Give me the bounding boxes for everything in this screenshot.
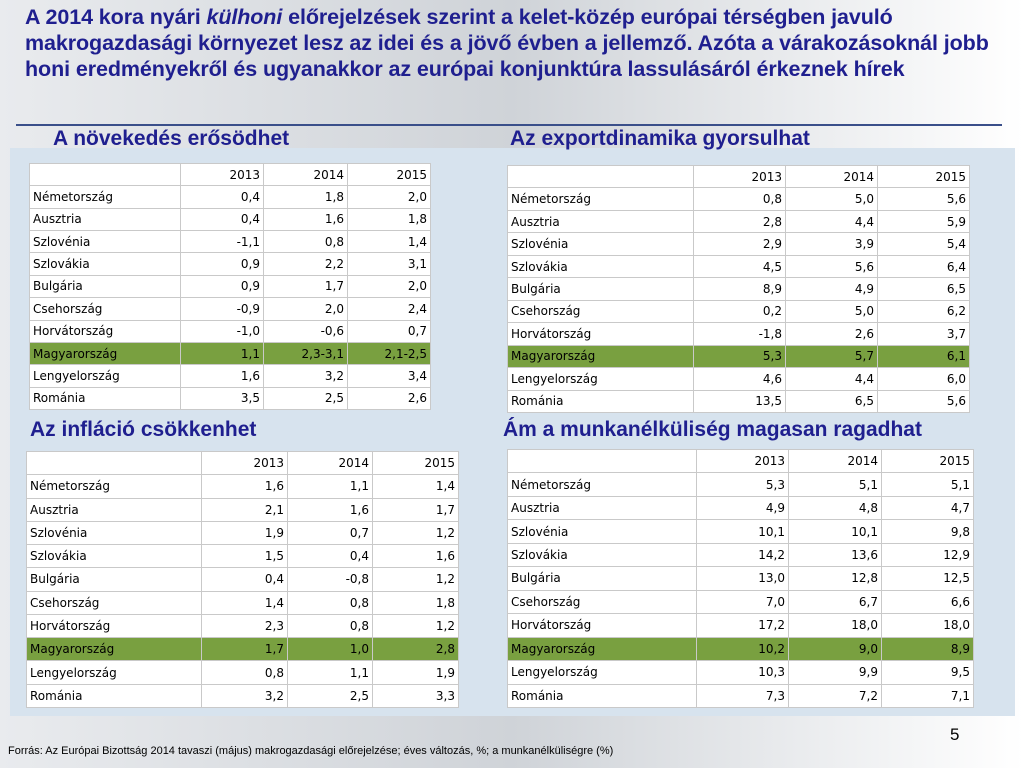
- year-header-cell: 2013: [202, 452, 288, 475]
- value-cell: 8,9: [694, 278, 786, 300]
- country-cell: Csehország: [27, 591, 202, 614]
- country-cell: Horvátország: [508, 614, 697, 637]
- value-cell: 7,3: [697, 684, 789, 707]
- value-cell: 3,9: [786, 233, 878, 255]
- value-cell: 5,7: [786, 345, 878, 367]
- country-cell: Szlovénia: [27, 521, 202, 544]
- export-table: [507, 165, 970, 413]
- table-row: [508, 233, 970, 255]
- value-cell: 1,6: [373, 545, 459, 568]
- value-cell: 2,4: [348, 298, 431, 320]
- value-cell: 1,8: [264, 186, 348, 208]
- headline-text: A 2014 kora nyári: [25, 5, 207, 29]
- country-cell: Németország: [508, 188, 694, 210]
- table-row: [508, 188, 970, 210]
- value-cell: 2,1: [202, 498, 288, 521]
- country-cell: Szlovákia: [30, 253, 181, 275]
- table-header-row: [508, 450, 974, 473]
- year-header-cell: 2013: [697, 450, 789, 473]
- value-cell: 10,1: [789, 520, 882, 543]
- value-cell: 1,7: [202, 638, 288, 661]
- table-row: [27, 568, 459, 591]
- highlighted-table-row: [30, 342, 431, 364]
- country-cell: Horvátország: [30, 320, 181, 342]
- value-cell: 0,8: [288, 614, 373, 637]
- unemployment-table: [507, 449, 974, 708]
- value-cell: 2,1-2,5: [348, 342, 431, 364]
- value-cell: 3,4: [348, 365, 431, 387]
- header-corner-cell: [27, 452, 202, 475]
- value-cell: 5,6: [786, 255, 878, 277]
- country-cell: Bulgária: [508, 278, 694, 300]
- value-cell: 5,6: [878, 390, 970, 412]
- country-cell: Lengyelország: [508, 368, 694, 390]
- country-cell: Szlovénia: [30, 231, 181, 253]
- table-row: [27, 498, 459, 521]
- value-cell: 13,0: [697, 567, 789, 590]
- value-cell: 9,0: [789, 637, 882, 660]
- value-cell: 0,9: [181, 275, 264, 297]
- value-cell: 14,2: [697, 543, 789, 566]
- growth-table: [29, 163, 431, 410]
- value-cell: 1,4: [348, 231, 431, 253]
- value-cell: 4,7: [882, 496, 974, 519]
- value-cell: 2,9: [694, 233, 786, 255]
- value-cell: 1,1: [288, 661, 373, 684]
- value-cell: 5,3: [697, 473, 789, 496]
- value-cell: 2,6: [786, 323, 878, 345]
- table-row: [27, 591, 459, 614]
- headline-italic: külhoni: [206, 5, 283, 29]
- value-cell: 0,4: [181, 208, 264, 230]
- value-cell: -0,9: [181, 298, 264, 320]
- country-cell: Ausztria: [30, 208, 181, 230]
- value-cell: 4,9: [697, 496, 789, 519]
- value-cell: 12,8: [789, 567, 882, 590]
- country-cell: Románia: [30, 387, 181, 409]
- country-cell: Magyarország: [508, 637, 697, 660]
- table-row: [508, 390, 970, 412]
- value-cell: 0,8: [202, 661, 288, 684]
- value-cell: 9,9: [789, 661, 882, 684]
- value-cell: 0,8: [264, 231, 348, 253]
- country-cell: Szlovákia: [27, 545, 202, 568]
- value-cell: 4,5: [694, 255, 786, 277]
- value-cell: 1,0: [288, 638, 373, 661]
- slide-number: 5: [950, 725, 960, 744]
- value-cell: 7,0: [697, 590, 789, 613]
- value-cell: 1,2: [373, 521, 459, 544]
- value-cell: 0,4: [288, 545, 373, 568]
- value-cell: 5,1: [882, 473, 974, 496]
- table-row: [30, 231, 431, 253]
- value-cell: 18,0: [882, 614, 974, 637]
- value-cell: 3,1: [348, 253, 431, 275]
- highlighted-table-row: [27, 638, 459, 661]
- year-header-cell: 2015: [373, 452, 459, 475]
- country-cell: Bulgária: [27, 568, 202, 591]
- value-cell: 7,1: [882, 684, 974, 707]
- year-header-cell: 2015: [878, 166, 970, 188]
- country-cell: Bulgária: [30, 275, 181, 297]
- value-cell: 1,6: [288, 498, 373, 521]
- value-cell: 10,2: [697, 637, 789, 660]
- value-cell: 1,6: [202, 475, 288, 498]
- headline-divider: [16, 124, 1002, 126]
- value-cell: 1,5: [202, 545, 288, 568]
- table-row: [508, 255, 970, 277]
- value-cell: 18,0: [789, 614, 882, 637]
- headline-text-rest: előrejelzések szerint a kelet-közép európai térségben javuló makrogazdasági környezet lesz az idei és a jövő évben a jellemző. Azóta a várakozásoknál jobb honi eredményekről és ugyanakkor az európai konjunktúra lassulásáról érkeznek hírek: [25, 5, 989, 81]
- value-cell: 1,2: [373, 614, 459, 637]
- table-header-row: [508, 166, 970, 188]
- table-row: [508, 473, 974, 496]
- table-row: [508, 323, 970, 345]
- table-row: [30, 253, 431, 275]
- value-cell: -0,6: [264, 320, 348, 342]
- year-header-cell: 2015: [348, 164, 431, 186]
- value-cell: 1,6: [181, 365, 264, 387]
- table-row: [30, 320, 431, 342]
- value-cell: 1,2: [373, 568, 459, 591]
- value-cell: 13,5: [694, 390, 786, 412]
- country-cell: Ausztria: [508, 210, 694, 232]
- value-cell: 2,3: [202, 614, 288, 637]
- value-cell: 6,1: [878, 345, 970, 367]
- country-cell: Németország: [27, 475, 202, 498]
- table-row: [508, 278, 970, 300]
- inflation-table: [26, 451, 459, 708]
- value-cell: 0,7: [348, 320, 431, 342]
- value-cell: -0,8: [288, 568, 373, 591]
- value-cell: 0,2: [694, 300, 786, 322]
- value-cell: 1,9: [373, 661, 459, 684]
- header-corner-cell: [508, 166, 694, 188]
- value-cell: 3,5: [181, 387, 264, 409]
- value-cell: 1,1: [288, 475, 373, 498]
- year-header-cell: 2014: [264, 164, 348, 186]
- value-cell: 6,5: [878, 278, 970, 300]
- country-cell: Szlovénia: [508, 233, 694, 255]
- table-row: [508, 543, 974, 566]
- table-row: [27, 545, 459, 568]
- value-cell: 12,5: [882, 567, 974, 590]
- country-cell: Horvátország: [27, 614, 202, 637]
- value-cell: 0,4: [202, 568, 288, 591]
- slide-headline: [25, 4, 1015, 82]
- value-cell: 0,4: [181, 186, 264, 208]
- value-cell: -1,1: [181, 231, 264, 253]
- country-cell: Horvátország: [508, 323, 694, 345]
- table-row: [30, 387, 431, 409]
- table-row: [508, 496, 974, 519]
- value-cell: 5,6: [878, 188, 970, 210]
- value-cell: 6,6: [882, 590, 974, 613]
- country-cell: Magyarország: [27, 638, 202, 661]
- country-cell: Németország: [508, 473, 697, 496]
- value-cell: 3,3: [373, 684, 459, 707]
- value-cell: -1,0: [181, 320, 264, 342]
- value-cell: 5,9: [878, 210, 970, 232]
- value-cell: 5,1: [789, 473, 882, 496]
- table-header-row: [27, 452, 459, 475]
- table-row: [30, 186, 431, 208]
- growth-table-title: A növekedés erősödhet: [53, 127, 290, 150]
- source-footnote: Forrás: Az Európai Bizottság 2014 tavaszi (május) makrogazdasági előrejelzése; éves változás, %; a munkanélküliségre (%): [8, 745, 614, 757]
- header-corner-cell: [508, 450, 697, 473]
- country-cell: Románia: [508, 390, 694, 412]
- value-cell: 13,6: [789, 543, 882, 566]
- unemployment-table-title: Ám a munkanélküliség magasan ragadhat: [503, 418, 922, 441]
- country-cell: Szlovénia: [508, 520, 697, 543]
- year-header-cell: 2013: [181, 164, 264, 186]
- highlighted-table-row: [508, 345, 970, 367]
- value-cell: 17,2: [697, 614, 789, 637]
- table-row: [508, 614, 974, 637]
- country-cell: Lengyelország: [30, 365, 181, 387]
- value-cell: 6,2: [878, 300, 970, 322]
- table-row: [27, 661, 459, 684]
- value-cell: 4,9: [786, 278, 878, 300]
- value-cell: 7,2: [789, 684, 882, 707]
- value-cell: 6,7: [789, 590, 882, 613]
- value-cell: 10,1: [697, 520, 789, 543]
- value-cell: 2,8: [694, 210, 786, 232]
- country-cell: Szlovákia: [508, 543, 697, 566]
- value-cell: 1,4: [373, 475, 459, 498]
- country-cell: Csehország: [508, 300, 694, 322]
- country-cell: Ausztria: [27, 498, 202, 521]
- value-cell: 9,8: [882, 520, 974, 543]
- table-row: [27, 684, 459, 707]
- table-row: [508, 368, 970, 390]
- year-header-cell: 2015: [882, 450, 974, 473]
- table-row: [508, 567, 974, 590]
- year-header-cell: 2014: [786, 166, 878, 188]
- year-header-cell: 2013: [694, 166, 786, 188]
- country-cell: Románia: [508, 684, 697, 707]
- value-cell: 1,6: [264, 208, 348, 230]
- country-cell: Csehország: [30, 298, 181, 320]
- value-cell: 4,8: [789, 496, 882, 519]
- country-cell: Szlovákia: [508, 255, 694, 277]
- value-cell: 2,8: [373, 638, 459, 661]
- value-cell: 6,5: [786, 390, 878, 412]
- value-cell: 2,6: [348, 387, 431, 409]
- value-cell: 4,4: [786, 368, 878, 390]
- value-cell: 2,0: [348, 186, 431, 208]
- country-cell: Ausztria: [508, 496, 697, 519]
- value-cell: 1,8: [373, 591, 459, 614]
- table-row: [27, 475, 459, 498]
- country-cell: Bulgária: [508, 567, 697, 590]
- value-cell: 3,7: [878, 323, 970, 345]
- year-header-cell: 2014: [789, 450, 882, 473]
- value-cell: 1,8: [348, 208, 431, 230]
- value-cell: 6,4: [878, 255, 970, 277]
- country-cell: Lengyelország: [508, 661, 697, 684]
- value-cell: 3,2: [202, 684, 288, 707]
- value-cell: -1,8: [694, 323, 786, 345]
- country-cell: Csehország: [508, 590, 697, 613]
- table-row: [27, 614, 459, 637]
- value-cell: 12,9: [882, 543, 974, 566]
- value-cell: 2,5: [288, 684, 373, 707]
- value-cell: 5,0: [786, 300, 878, 322]
- country-cell: Lengyelország: [27, 661, 202, 684]
- value-cell: 2,5: [264, 387, 348, 409]
- value-cell: 4,6: [694, 368, 786, 390]
- table-row: [508, 590, 974, 613]
- value-cell: 0,8: [288, 591, 373, 614]
- table-row: [508, 210, 970, 232]
- table-header-row: [30, 164, 431, 186]
- country-cell: Németország: [30, 186, 181, 208]
- table-row: [30, 298, 431, 320]
- table-row: [30, 208, 431, 230]
- value-cell: 5,3: [694, 345, 786, 367]
- value-cell: 1,7: [373, 498, 459, 521]
- value-cell: 4,4: [786, 210, 878, 232]
- country-cell: Magyarország: [30, 342, 181, 364]
- value-cell: 9,5: [882, 661, 974, 684]
- table-row: [508, 520, 974, 543]
- value-cell: 3,2: [264, 365, 348, 387]
- value-cell: 5,0: [786, 188, 878, 210]
- value-cell: 8,9: [882, 637, 974, 660]
- value-cell: 2,0: [264, 298, 348, 320]
- table-row: [508, 661, 974, 684]
- value-cell: 1,7: [264, 275, 348, 297]
- value-cell: 0,8: [694, 188, 786, 210]
- highlighted-table-row: [508, 637, 974, 660]
- value-cell: 1,4: [202, 591, 288, 614]
- table-row: [30, 275, 431, 297]
- country-cell: Magyarország: [508, 345, 694, 367]
- export-table-title: Az exportdinamika gyorsulhat: [510, 127, 810, 150]
- value-cell: 2,3-3,1: [264, 342, 348, 364]
- table-row: [508, 684, 974, 707]
- value-cell: 1,9: [202, 521, 288, 544]
- value-cell: 0,7: [288, 521, 373, 544]
- header-corner-cell: [30, 164, 181, 186]
- value-cell: 10,3: [697, 661, 789, 684]
- country-cell: Románia: [27, 684, 202, 707]
- year-header-cell: 2014: [288, 452, 373, 475]
- value-cell: 0,9: [181, 253, 264, 275]
- value-cell: 5,4: [878, 233, 970, 255]
- table-row: [27, 521, 459, 544]
- table-row: [30, 365, 431, 387]
- value-cell: 6,0: [878, 368, 970, 390]
- value-cell: 2,2: [264, 253, 348, 275]
- table-row: [508, 300, 970, 322]
- value-cell: 1,1: [181, 342, 264, 364]
- inflation-table-title: Az infláció csökkenhet: [30, 418, 257, 441]
- value-cell: 2,0: [348, 275, 431, 297]
